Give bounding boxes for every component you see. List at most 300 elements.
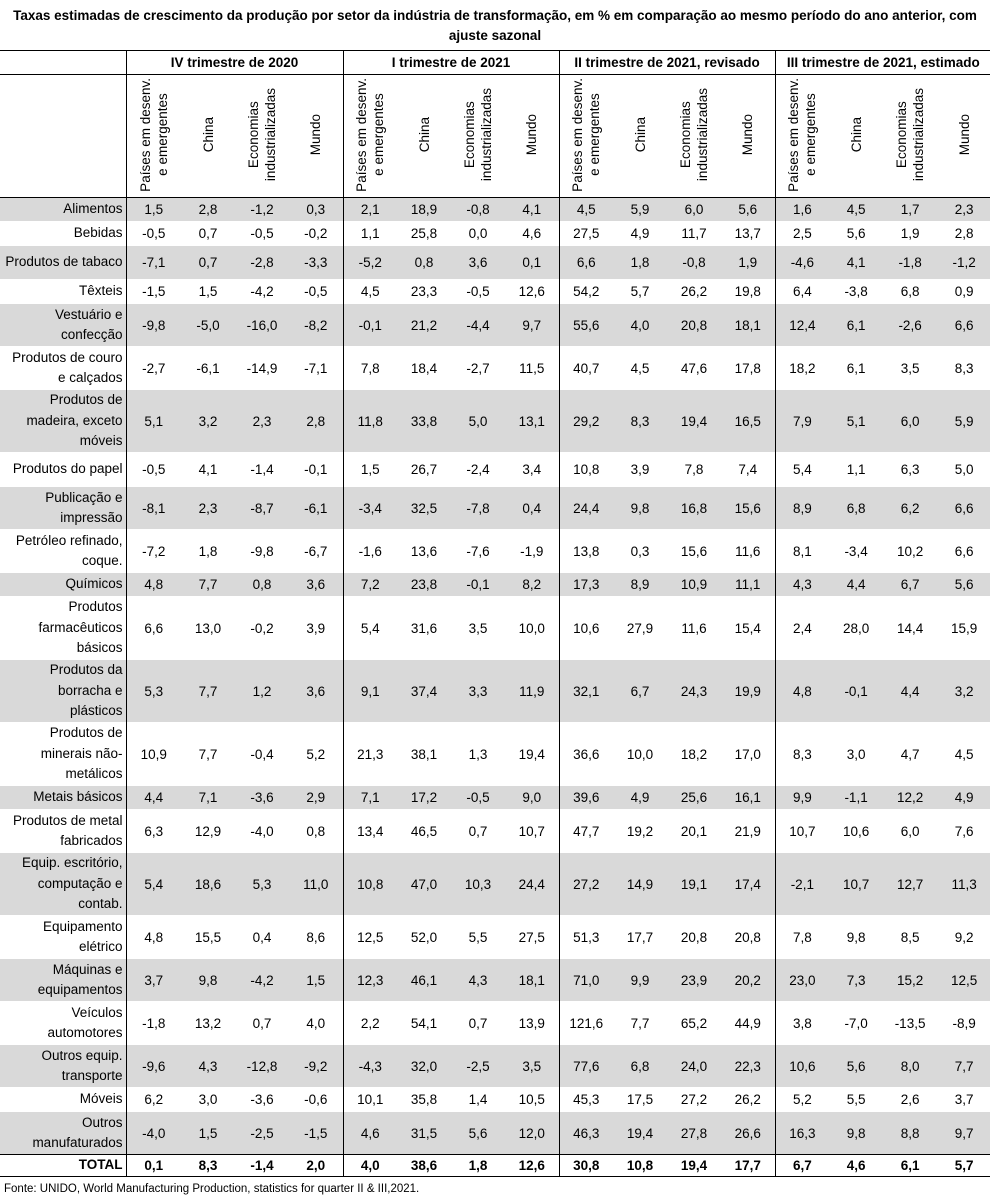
value-cell: 11,9 bbox=[505, 660, 559, 723]
value-cell: -5,0 bbox=[181, 304, 235, 347]
value-cell: 2,2 bbox=[343, 1002, 397, 1045]
subcolumn-label: China bbox=[200, 116, 216, 153]
value-cell: 20,8 bbox=[721, 916, 775, 959]
value-cell: 3,0 bbox=[829, 723, 883, 786]
value-cell: 4,9 bbox=[613, 786, 667, 810]
table-row bbox=[0, 660, 990, 723]
value-cell: 3,5 bbox=[883, 347, 937, 390]
value-cell: 2,9 bbox=[289, 786, 343, 810]
value-cell: 4,0 bbox=[613, 304, 667, 347]
value-cell: -0,2 bbox=[235, 597, 289, 660]
value-cell: -2,8 bbox=[235, 246, 289, 280]
value-cell: 1,2 bbox=[235, 660, 289, 723]
value-cell: 7,8 bbox=[667, 453, 721, 487]
value-cell: 36,6 bbox=[559, 723, 613, 786]
table-row bbox=[0, 723, 990, 786]
value-cell: 12,3 bbox=[343, 959, 397, 1002]
value-cell: -1,8 bbox=[126, 1002, 181, 1045]
value-cell: -2,5 bbox=[451, 1045, 505, 1088]
value-cell: 9,7 bbox=[505, 304, 559, 347]
sector-label: Produtos farmacêuticos básicos bbox=[0, 597, 126, 660]
value-cell: 10,1 bbox=[343, 1088, 397, 1112]
value-cell: 15,5 bbox=[181, 916, 235, 959]
value-cell: 10,6 bbox=[829, 810, 883, 853]
value-cell: 16,3 bbox=[775, 1112, 829, 1155]
value-cell: 6,8 bbox=[883, 280, 937, 304]
value-cell: 3,4 bbox=[505, 453, 559, 487]
value-cell: 11,8 bbox=[343, 390, 397, 453]
value-cell: 10,6 bbox=[775, 1045, 829, 1088]
value-cell: 52,0 bbox=[397, 916, 451, 959]
value-cell: 9,1 bbox=[343, 660, 397, 723]
value-cell: 17,8 bbox=[721, 347, 775, 390]
value-cell: 35,8 bbox=[397, 1088, 451, 1112]
value-cell: -3,4 bbox=[343, 487, 397, 530]
source-note: Fonte: UNIDO, World Manufacturing Production, statistics for quarter II & III,2021. bbox=[4, 1183, 420, 1195]
value-cell: 0,4 bbox=[235, 916, 289, 959]
value-cell: 47,7 bbox=[559, 810, 613, 853]
value-cell: -3,6 bbox=[235, 1088, 289, 1112]
table-row bbox=[0, 1045, 990, 1088]
value-cell: 0,8 bbox=[397, 246, 451, 280]
value-cell: -6,1 bbox=[289, 487, 343, 530]
table-row bbox=[0, 487, 990, 530]
col-world-header bbox=[721, 75, 775, 198]
value-cell: 4,5 bbox=[559, 198, 613, 222]
value-cell: 9,8 bbox=[829, 1112, 883, 1155]
value-cell: 17,2 bbox=[397, 786, 451, 810]
value-cell: 7,8 bbox=[343, 347, 397, 390]
table-row bbox=[0, 1112, 990, 1155]
value-cell: -0,1 bbox=[289, 453, 343, 487]
value-cell: 26,2 bbox=[667, 280, 721, 304]
sector-label: Produtos de minerais não- metálicos bbox=[0, 723, 126, 786]
sector-label: Outros equip. transporte bbox=[0, 1045, 126, 1088]
value-cell: -4,0 bbox=[235, 810, 289, 853]
col-world-header bbox=[505, 75, 559, 198]
value-cell: 24,4 bbox=[559, 487, 613, 530]
sector-label: Produtos da borracha e plásticos bbox=[0, 660, 126, 723]
quarter-header: III trimestre de 2021, estimado bbox=[775, 51, 990, 75]
value-cell: 13,4 bbox=[343, 810, 397, 853]
value-cell: 3,8 bbox=[775, 1002, 829, 1045]
subcolumn-label: Países em desenv. e emergentes bbox=[137, 77, 170, 192]
value-cell: -7,6 bbox=[451, 530, 505, 573]
value-cell: 4,4 bbox=[829, 573, 883, 597]
table-row bbox=[0, 597, 990, 660]
value-cell: 15,6 bbox=[721, 487, 775, 530]
value-cell: -0,5 bbox=[289, 280, 343, 304]
value-cell: 13,9 bbox=[505, 1002, 559, 1045]
value-cell: 46,1 bbox=[397, 959, 451, 1002]
col-developing-header bbox=[343, 75, 397, 198]
value-cell: 9,0 bbox=[505, 786, 559, 810]
total-value-cell: 38,6 bbox=[397, 1155, 451, 1177]
value-cell: 46,5 bbox=[397, 810, 451, 853]
value-cell: 8,9 bbox=[775, 487, 829, 530]
value-cell: 5,5 bbox=[451, 916, 505, 959]
total-value-cell: 6,7 bbox=[775, 1155, 829, 1177]
value-cell: 16,8 bbox=[667, 487, 721, 530]
value-cell: -8,2 bbox=[289, 304, 343, 347]
col-industrialized-header bbox=[451, 75, 505, 198]
value-cell: 4,1 bbox=[181, 453, 235, 487]
total-label: TOTAL bbox=[0, 1155, 126, 1177]
table-row bbox=[0, 304, 990, 347]
value-cell: 5,2 bbox=[289, 723, 343, 786]
value-cell: 13,2 bbox=[181, 1002, 235, 1045]
value-cell: 15,6 bbox=[667, 530, 721, 573]
sector-label: Produtos do papel bbox=[0, 453, 126, 487]
value-cell: 4,5 bbox=[343, 280, 397, 304]
value-cell: 5,9 bbox=[613, 198, 667, 222]
total-value-cell: 8,3 bbox=[181, 1155, 235, 1177]
value-cell: 19,1 bbox=[667, 853, 721, 916]
value-cell: 6,7 bbox=[613, 660, 667, 723]
value-cell: 6,2 bbox=[883, 487, 937, 530]
value-cell: -6,1 bbox=[181, 347, 235, 390]
value-cell: 11,6 bbox=[667, 597, 721, 660]
value-cell: 55,6 bbox=[559, 304, 613, 347]
value-cell: 4,1 bbox=[829, 246, 883, 280]
value-cell: 4,8 bbox=[126, 916, 181, 959]
value-cell: 54,1 bbox=[397, 1002, 451, 1045]
value-cell: 17,3 bbox=[559, 573, 613, 597]
value-cell: 12,7 bbox=[883, 853, 937, 916]
value-cell: 4,8 bbox=[775, 660, 829, 723]
value-cell: -7,1 bbox=[289, 347, 343, 390]
value-cell: -0,1 bbox=[451, 573, 505, 597]
total-value-cell: 12,6 bbox=[505, 1155, 559, 1177]
value-cell: 28,0 bbox=[829, 597, 883, 660]
value-cell: 6,1 bbox=[829, 304, 883, 347]
value-cell: 6,0 bbox=[883, 810, 937, 853]
quarter-header: IV trimestre de 2020 bbox=[126, 51, 343, 75]
value-cell: 13,1 bbox=[505, 390, 559, 453]
value-cell: 1,6 bbox=[775, 198, 829, 222]
value-cell: 5,1 bbox=[126, 390, 181, 453]
total-value-cell: 4,0 bbox=[343, 1155, 397, 1177]
value-cell: 9,8 bbox=[829, 916, 883, 959]
value-cell: 4,3 bbox=[451, 959, 505, 1002]
value-cell: 3,2 bbox=[937, 660, 990, 723]
total-row bbox=[0, 1155, 990, 1177]
quarter-header-row bbox=[0, 51, 990, 75]
value-cell: 5,6 bbox=[829, 1045, 883, 1088]
value-cell: 6,1 bbox=[829, 347, 883, 390]
subcolumn-label: Mundo bbox=[740, 113, 756, 156]
value-cell: 8,6 bbox=[289, 916, 343, 959]
value-cell: 47,6 bbox=[667, 347, 721, 390]
value-cell: 13,6 bbox=[397, 530, 451, 573]
value-cell: 10,7 bbox=[775, 810, 829, 853]
value-cell: 18,2 bbox=[775, 347, 829, 390]
value-cell: -1,8 bbox=[883, 246, 937, 280]
value-cell: 45,3 bbox=[559, 1088, 613, 1112]
value-cell: 14,4 bbox=[883, 597, 937, 660]
value-cell: 10,5 bbox=[505, 1088, 559, 1112]
value-cell: 1,1 bbox=[343, 222, 397, 246]
value-cell: -4,2 bbox=[235, 959, 289, 1002]
value-cell: 77,6 bbox=[559, 1045, 613, 1088]
sector-label: Equipamento elétrico bbox=[0, 916, 126, 959]
sector-label: Produtos de metal fabricados bbox=[0, 810, 126, 853]
value-cell: -0,5 bbox=[126, 453, 181, 487]
sector-label: Produtos de couro e calçados bbox=[0, 347, 126, 390]
value-cell: 1,4 bbox=[451, 1088, 505, 1112]
value-cell: -0,1 bbox=[829, 660, 883, 723]
sector-label: Equip. escritório, computação e contab. bbox=[0, 853, 126, 916]
total-value-cell: 17,7 bbox=[721, 1155, 775, 1177]
table-row bbox=[0, 916, 990, 959]
value-cell: 24,0 bbox=[667, 1045, 721, 1088]
value-cell: 3,6 bbox=[289, 573, 343, 597]
value-cell: 16,5 bbox=[721, 390, 775, 453]
value-cell: 6,6 bbox=[937, 530, 990, 573]
value-cell: -2,5 bbox=[235, 1112, 289, 1155]
value-cell: 17,0 bbox=[721, 723, 775, 786]
value-cell: 17,4 bbox=[721, 853, 775, 916]
value-cell: -0,5 bbox=[451, 280, 505, 304]
value-cell: 9,7 bbox=[937, 1112, 990, 1155]
value-cell: 19,8 bbox=[721, 280, 775, 304]
total-value-cell: 5,7 bbox=[937, 1155, 990, 1177]
value-cell: -9,2 bbox=[289, 1045, 343, 1088]
value-cell: -14,9 bbox=[235, 347, 289, 390]
value-cell: -0,8 bbox=[667, 246, 721, 280]
value-cell: 21,2 bbox=[397, 304, 451, 347]
value-cell: 33,8 bbox=[397, 390, 451, 453]
value-cell: -7,2 bbox=[126, 530, 181, 573]
value-cell: 27,2 bbox=[559, 853, 613, 916]
value-cell: 27,9 bbox=[613, 597, 667, 660]
value-cell: 8,0 bbox=[883, 1045, 937, 1088]
value-cell: 0,7 bbox=[235, 1002, 289, 1045]
value-cell: 16,1 bbox=[721, 786, 775, 810]
value-cell: 4,5 bbox=[829, 198, 883, 222]
value-cell: 2,3 bbox=[181, 487, 235, 530]
value-cell: 22,3 bbox=[721, 1045, 775, 1088]
value-cell: 54,2 bbox=[559, 280, 613, 304]
value-cell: 4,4 bbox=[126, 786, 181, 810]
value-cell: 0,7 bbox=[451, 810, 505, 853]
subcolumn-header-row bbox=[0, 75, 990, 198]
value-cell: 21,9 bbox=[721, 810, 775, 853]
value-cell: 0,7 bbox=[181, 246, 235, 280]
value-cell: -9,8 bbox=[235, 530, 289, 573]
value-cell: -2,7 bbox=[451, 347, 505, 390]
value-cell: 7,2 bbox=[343, 573, 397, 597]
table-row bbox=[0, 959, 990, 1002]
value-cell: -0,8 bbox=[451, 198, 505, 222]
value-cell: -6,7 bbox=[289, 530, 343, 573]
value-cell: 7,7 bbox=[181, 573, 235, 597]
stub-subheader bbox=[0, 75, 126, 198]
col-developing-header bbox=[775, 75, 829, 198]
table-row bbox=[0, 853, 990, 916]
total-value-cell: 4,6 bbox=[829, 1155, 883, 1177]
value-cell: 19,9 bbox=[721, 660, 775, 723]
value-cell: 3,5 bbox=[505, 1045, 559, 1088]
value-cell: 1,5 bbox=[181, 280, 235, 304]
col-world-header bbox=[289, 75, 343, 198]
value-cell: -3,3 bbox=[289, 246, 343, 280]
table-row bbox=[0, 786, 990, 810]
value-cell: 20,1 bbox=[667, 810, 721, 853]
value-cell: 10,9 bbox=[667, 573, 721, 597]
value-cell: 47,0 bbox=[397, 853, 451, 916]
value-cell: -4,6 bbox=[775, 246, 829, 280]
value-cell: 6,0 bbox=[883, 390, 937, 453]
value-cell: 6,6 bbox=[559, 246, 613, 280]
value-cell: 5,6 bbox=[829, 222, 883, 246]
value-cell: 20,2 bbox=[721, 959, 775, 1002]
value-cell: 0,8 bbox=[289, 810, 343, 853]
sector-label: Móveis bbox=[0, 1088, 126, 1112]
value-cell: 7,1 bbox=[181, 786, 235, 810]
col-china-header bbox=[397, 75, 451, 198]
value-cell: 5,1 bbox=[829, 390, 883, 453]
value-cell: 1,9 bbox=[883, 222, 937, 246]
value-cell: 5,6 bbox=[451, 1112, 505, 1155]
table-row bbox=[0, 198, 990, 222]
value-cell: 5,0 bbox=[937, 453, 990, 487]
value-cell: -0,5 bbox=[451, 786, 505, 810]
value-cell: 11,3 bbox=[937, 853, 990, 916]
sector-label: Metais básicos bbox=[0, 786, 126, 810]
value-cell: 32,1 bbox=[559, 660, 613, 723]
value-cell: 5,6 bbox=[721, 198, 775, 222]
value-cell: 1,5 bbox=[289, 959, 343, 1002]
value-cell: 0,7 bbox=[181, 222, 235, 246]
table-row bbox=[0, 246, 990, 280]
table-row bbox=[0, 222, 990, 246]
table-row bbox=[0, 810, 990, 853]
value-cell: 2,5 bbox=[775, 222, 829, 246]
value-cell: 1,5 bbox=[181, 1112, 235, 1155]
value-cell: 1,5 bbox=[126, 198, 181, 222]
value-cell: 121,6 bbox=[559, 1002, 613, 1045]
value-cell: 32,0 bbox=[397, 1045, 451, 1088]
value-cell: 7,8 bbox=[775, 916, 829, 959]
value-cell: 9,8 bbox=[613, 487, 667, 530]
col-world-header bbox=[937, 75, 990, 198]
value-cell: 5,4 bbox=[343, 597, 397, 660]
value-cell: 4,5 bbox=[937, 723, 990, 786]
sector-label: Publicação e impressão bbox=[0, 487, 126, 530]
value-cell: 7,3 bbox=[829, 959, 883, 1002]
value-cell: 23,8 bbox=[397, 573, 451, 597]
subcolumn-label: Economias industrializadas bbox=[462, 87, 495, 182]
total-value-cell: 30,8 bbox=[559, 1155, 613, 1177]
value-cell: 3,9 bbox=[613, 453, 667, 487]
value-cell: 40,7 bbox=[559, 347, 613, 390]
value-cell: 5,3 bbox=[235, 853, 289, 916]
value-cell: 18,1 bbox=[721, 304, 775, 347]
value-cell: 37,4 bbox=[397, 660, 451, 723]
value-cell: 25,6 bbox=[667, 786, 721, 810]
value-cell: 8,3 bbox=[775, 723, 829, 786]
value-cell: 10,0 bbox=[505, 597, 559, 660]
subcolumn-label: Países em desenv. e emergentes bbox=[786, 77, 819, 192]
value-cell: 44,9 bbox=[721, 1002, 775, 1045]
subcolumn-label: Economias industrializadas bbox=[246, 87, 278, 182]
value-cell: 25,8 bbox=[397, 222, 451, 246]
value-cell: 12,6 bbox=[505, 280, 559, 304]
total-value-cell: 19,4 bbox=[667, 1155, 721, 1177]
sector-label: Têxteis bbox=[0, 280, 126, 304]
value-cell: 0,9 bbox=[937, 280, 990, 304]
value-cell: 7,7 bbox=[613, 1002, 667, 1045]
value-cell: 13,8 bbox=[559, 530, 613, 573]
value-cell: 12,5 bbox=[937, 959, 990, 1002]
value-cell: 8,5 bbox=[883, 916, 937, 959]
value-cell: 24,3 bbox=[667, 660, 721, 723]
value-cell: -3,6 bbox=[235, 786, 289, 810]
value-cell: 10,2 bbox=[883, 530, 937, 573]
value-cell: 18,9 bbox=[397, 198, 451, 222]
value-cell: -1,2 bbox=[937, 246, 990, 280]
value-cell: -0,2 bbox=[289, 222, 343, 246]
value-cell: 1,7 bbox=[883, 198, 937, 222]
value-cell: 5,2 bbox=[775, 1088, 829, 1112]
value-cell: -4,0 bbox=[126, 1112, 181, 1155]
value-cell: -2,7 bbox=[126, 347, 181, 390]
value-cell: 6,6 bbox=[937, 304, 990, 347]
value-cell: -2,6 bbox=[883, 304, 937, 347]
value-cell: 15,9 bbox=[937, 597, 990, 660]
value-cell: 2,8 bbox=[937, 222, 990, 246]
value-cell: 11,6 bbox=[721, 530, 775, 573]
value-cell: -8,7 bbox=[235, 487, 289, 530]
value-cell: 2,1 bbox=[343, 198, 397, 222]
col-china-header bbox=[181, 75, 235, 198]
sector-label: Máquinas e equipamentos bbox=[0, 959, 126, 1002]
value-cell: 27,2 bbox=[667, 1088, 721, 1112]
value-cell: -5,2 bbox=[343, 246, 397, 280]
value-cell: 19,4 bbox=[613, 1112, 667, 1155]
value-cell: 11,1 bbox=[721, 573, 775, 597]
table-title: Taxas estimadas de crescimento da produção por setor da indústria de transformação, em % em comparação ao mesmo período do ano anterior, com ajuste sazonal bbox=[13, 8, 977, 43]
col-industrialized-header bbox=[883, 75, 937, 198]
value-cell: 8,1 bbox=[775, 530, 829, 573]
subcolumn-label: Economias industrializadas bbox=[894, 87, 927, 182]
value-cell: 9,9 bbox=[775, 786, 829, 810]
value-cell: 24,4 bbox=[505, 853, 559, 916]
value-cell: 23,0 bbox=[775, 959, 829, 1002]
value-cell: -1,1 bbox=[829, 786, 883, 810]
value-cell: 6,3 bbox=[883, 453, 937, 487]
value-cell: 12,5 bbox=[343, 916, 397, 959]
value-cell: 17,5 bbox=[613, 1088, 667, 1112]
stub-header bbox=[0, 51, 126, 75]
value-cell: 3,6 bbox=[451, 246, 505, 280]
subcolumn-label: Países em desenv. e emergentes bbox=[570, 77, 603, 192]
value-cell: 5,4 bbox=[126, 853, 181, 916]
value-cell: 6,4 bbox=[775, 280, 829, 304]
col-developing-header bbox=[126, 75, 181, 198]
value-cell: 5,7 bbox=[613, 280, 667, 304]
value-cell: 20,8 bbox=[667, 304, 721, 347]
value-cell: 4,1 bbox=[505, 198, 559, 222]
value-cell: 6,8 bbox=[613, 1045, 667, 1088]
table-row bbox=[0, 1002, 990, 1045]
value-cell: -1,6 bbox=[343, 530, 397, 573]
value-cell: 32,5 bbox=[397, 487, 451, 530]
value-cell: 7,6 bbox=[937, 810, 990, 853]
value-cell: 11,7 bbox=[667, 222, 721, 246]
value-cell: 3,7 bbox=[937, 1088, 990, 1112]
